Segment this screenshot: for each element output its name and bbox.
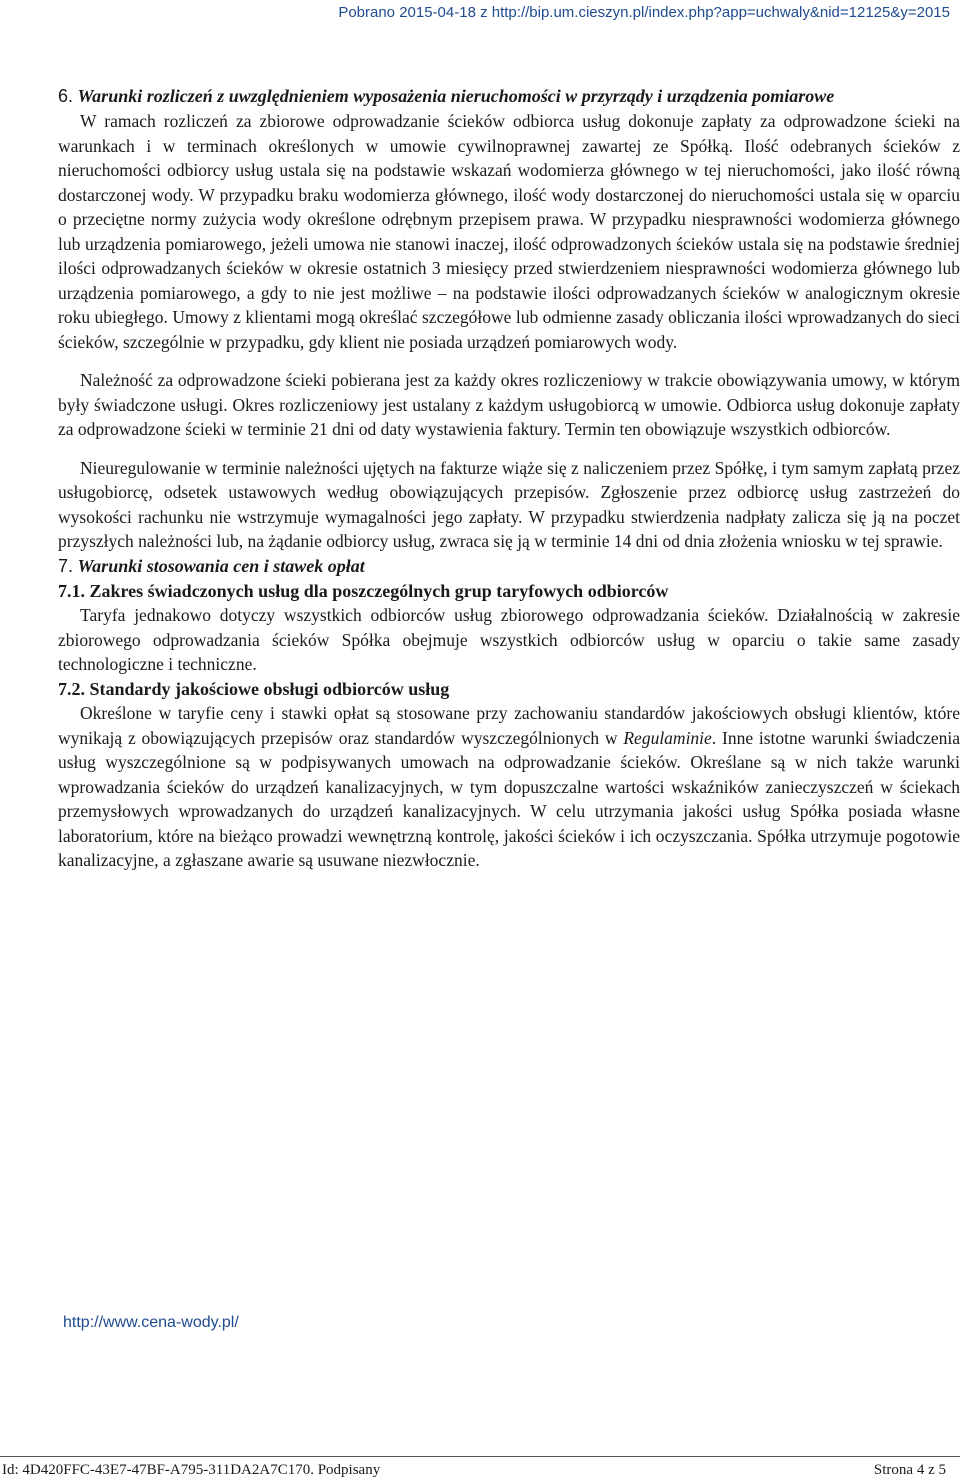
section-7-title: Warunki stosowania cen i stawek opłat [77,555,365,576]
section-6-paragraph-2: Należność za odprowadzone ścieki pobierana jest za każdy okres rozliczeniowy w trakcie obowiązywania umowy, w którym były świadczone usługi. Okres rozliczeniowy jest ustalany z każdym usługobiorcą w umowie. Odbiorca usług dokonuje zapłaty za odprowadzone ścieki w terminie 21 dni od daty wystawienia faktury. Termin ten obowiązuje wszystkich odbiorców. [58,370,960,439]
section-7-heading [58,554,960,579]
download-header: Pobrano 2015-04-18 z http://bip.um.cieszyn.pl/index.php?app=uchwaly&nid=12125&y=2015 [338,4,950,21]
footer-divider [0,1456,960,1457]
section-7-2-text-before: Określone w taryfie ceny i stawki opłat są stosowane przy zachowaniu standardów jakościowych obsługi klientów, które wynikają z obowiązujących przepisów oraz standardów wyszczególnionych w [58,703,960,748]
section-7-2-heading: 7.2. Standardy jakościowe obsługi odbiorców usług [58,678,450,699]
section-7-1-heading: 7.1. Zakres świadczonych usług dla poszczególnych grup taryfowych odbiorców [58,580,669,601]
section-7-number: 7. [58,555,74,576]
footer-link[interactable]: http://www.cena-wody.pl/ [63,1314,239,1331]
section-7-2-text-after: . Inne istotne warunki świadczenia usług wyszczególnione są w podpisywanych umowach na odprowadzanie ścieków. Określane są w nich także warunki wprowadzania ścieków do urządzeń kanalizacyjnych, w tym dopuszczalne wartości wskaźników zanieczyszczeń w ściekach przemysłowych wprowadzanych do urządzeń kanalizacyjnych. W celu utrzymania jakości usług Spółka posiada własne laboratorium, które na bieżąco prowadzi wewnętrzną kontrolę, jakości ścieków i ich oczyszczania. Spółka utrzymuje pogotowie kanalizacyjne, a zgłaszane awarie są usuwane niezwłocznie. [58,727,960,870]
section-6-heading [58,84,960,109]
section-6-paragraph-3: Nieuregulowanie w terminie należności ujętych na fakturze wiąże się z naliczeniem przez Spółkę, i tym samym zapłatą przez usługobiorcę, odsetek ustawowych według obowiązujących przepisów. Zgłoszenie przez odbiorcę usług zastrzeżeń do wysokości rachunku nie wstrzymuje wymagalności jego zapłaty. W przypadku stwierdzenia nadpłaty zalicza się ją na poczet przyszłych należności lub, na żądanie odbiorcy usług, zwraca się ją w terminie 14 dni od dnia złożenia wniosku w tej sprawie. [58,457,960,551]
document-id: Id: 4D420FFC-43E7-47BF-A795-311DA2A7C170. Podpisany [2,1462,381,1478]
section-7-2-paragraph [58,701,960,873]
section-6-title: Warunki rozliczeń z uwzględnieniem wyposażenia nieruchomości w przyrządy i urządzenia pomiarowe [77,86,835,106]
section-6-number: 6. [58,86,74,106]
section-6-paragraph-1: W ramach rozliczeń za zbiorowe odprowadzanie ścieków odbiorca usług dokonuje zapłaty za odprowadzone ścieki na warunkach i w terminach określonych w umowie cywilnoprawnej zawartej ze Spółką. Ilość odebranych ścieków z nieruchomości odbiorcy usług ustala się na podstawie wskazań wodomierza głównego w tej nieruchomości, jako ilość równą dostarczonej wody. W przypadku braku wodomierza głównego, ilość wody dostarczonej do nieruchomości ustala się w oparciu o przeciętne normy zużycia wody określone odrębnym przepisem prawa. W przypadku niesprawności wodomierza głównego lub urządzenia pomiarowego, jeżeli umowa nie stanowi inaczej, ilość odprowadzonych ścieków ustala się na podstawie średniej ilości odprowadzanych ścieków w okresie ostatnich 3 miesięcy przed stwierdzeniem niesprawności wodomierza głównego lub urządzenia pomiarowego, a gdy to nie jest możliwe – na podstawie ilości odprowadzanych ścieków w analogicznym okresie roku ubiegłego. Umowy z klientami mogą określać szczegółowe lub odmienne zasady obliczania ilości wprowadzanych do sieci ścieków, szczególnie w przypadku, gdy klient nie posiada urządzeń pomiarowych wody. [58,111,960,352]
page-number: Strona 4 z 5 [873,1462,946,1478]
document-body [58,84,960,873]
section-7-1-paragraph: Taryfa jednakowo dotyczy wszystkich odbiorców usług zbiorowego odprowadzania ścieków. Działalnością w zakresie zbiorowego odprowadzania ścieków Spółka obejmuje wszystkich odbiorców usług w oparciu o takie same zasady technologiczne i techniczne. [58,605,960,674]
regulamin-emphasis: Regulaminie [623,727,712,748]
